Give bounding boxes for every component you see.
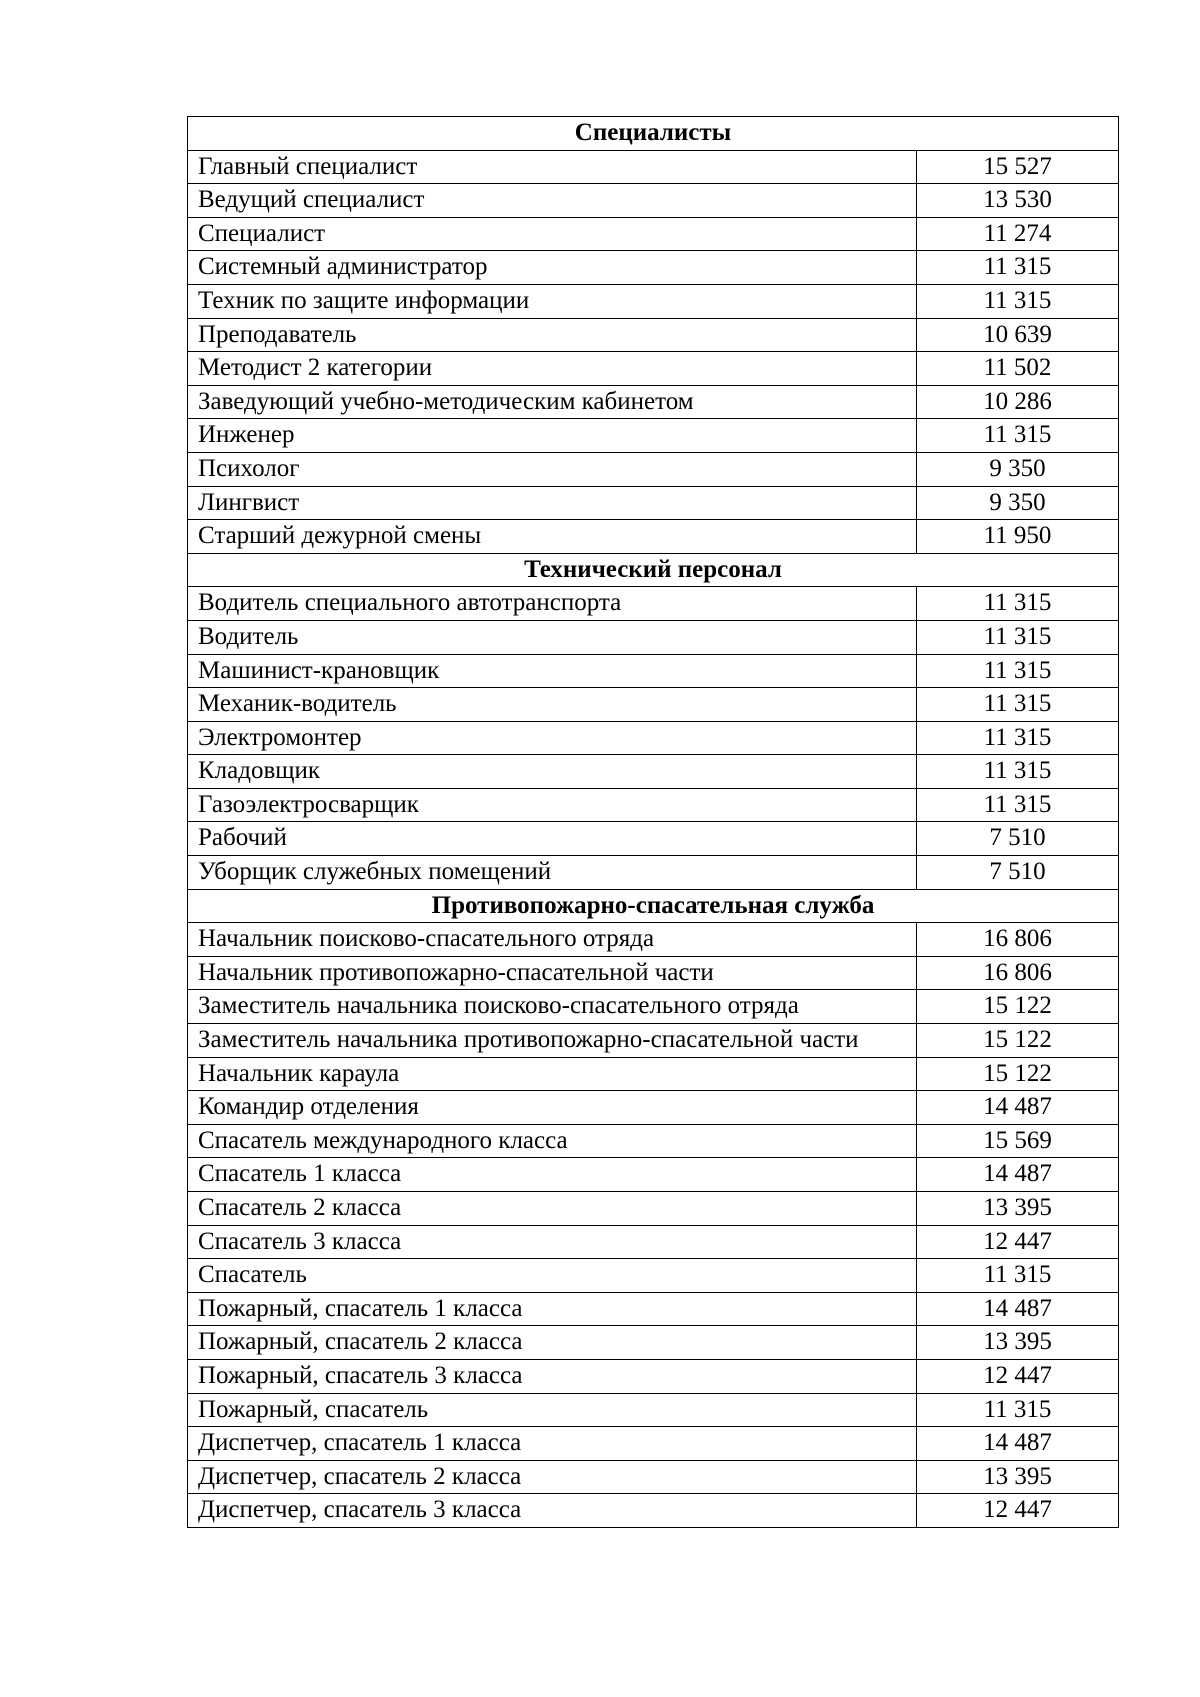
table-row bbox=[188, 1427, 1119, 1461]
table-row bbox=[188, 1259, 1119, 1293]
salary-value: 11 315 bbox=[917, 788, 1119, 822]
salary-value: 11 315 bbox=[917, 755, 1119, 789]
table-row bbox=[188, 956, 1119, 990]
salary-value: 10 639 bbox=[917, 318, 1119, 352]
salary-value: 14 487 bbox=[917, 1427, 1119, 1461]
position-name: Главный специалист bbox=[188, 150, 917, 184]
position-name: Пожарный, спасатель 3 класса bbox=[188, 1359, 917, 1393]
table-row bbox=[188, 1326, 1119, 1360]
salary-value: 11 315 bbox=[917, 620, 1119, 654]
salary-value: 11 315 bbox=[917, 284, 1119, 318]
salary-value: 12 447 bbox=[917, 1494, 1119, 1528]
salary-value: 11 502 bbox=[917, 352, 1119, 386]
table-row bbox=[188, 755, 1119, 789]
position-name: Диспетчер, спасатель 1 класса bbox=[188, 1427, 917, 1461]
position-name: Спасатель 2 класса bbox=[188, 1192, 917, 1226]
position-name: Электромонтер bbox=[188, 721, 917, 755]
position-name: Ведущий специалист bbox=[188, 184, 917, 218]
salary-table bbox=[187, 116, 1119, 1528]
position-name: Специалист bbox=[188, 217, 917, 251]
position-name: Спасатель bbox=[188, 1259, 917, 1293]
position-name: Диспетчер, спасатель 2 класса bbox=[188, 1460, 917, 1494]
position-name: Психолог bbox=[188, 452, 917, 486]
position-name: Машинист-крановщик bbox=[188, 654, 917, 688]
salary-value: 11 315 bbox=[917, 419, 1119, 453]
position-name: Инженер bbox=[188, 419, 917, 453]
table-row bbox=[188, 1460, 1119, 1494]
table-row bbox=[188, 721, 1119, 755]
position-name: Техник по защите информации bbox=[188, 284, 917, 318]
position-name: Спасатель 3 класса bbox=[188, 1225, 917, 1259]
salary-value: 15 122 bbox=[917, 1057, 1119, 1091]
table-row bbox=[188, 1024, 1119, 1058]
salary-value: 11 274 bbox=[917, 217, 1119, 251]
position-name: Заведующий учебно-методическим кабинетом bbox=[188, 385, 917, 419]
salary-value: 11 950 bbox=[917, 520, 1119, 554]
position-name: Спасатель 1 класса bbox=[188, 1158, 917, 1192]
table-row bbox=[188, 352, 1119, 386]
salary-value: 7 510 bbox=[917, 822, 1119, 856]
table-row bbox=[188, 150, 1119, 184]
salary-value: 13 395 bbox=[917, 1460, 1119, 1494]
salary-value: 16 806 bbox=[917, 923, 1119, 957]
position-name: Начальник поисково-спасательного отряда bbox=[188, 923, 917, 957]
table-row bbox=[188, 486, 1119, 520]
position-name: Диспетчер, спасатель 3 класса bbox=[188, 1494, 917, 1528]
salary-value: 15 527 bbox=[917, 150, 1119, 184]
salary-value: 9 350 bbox=[917, 486, 1119, 520]
position-name: Методист 2 категории bbox=[188, 352, 917, 386]
table-row bbox=[188, 1292, 1119, 1326]
salary-value: 11 315 bbox=[917, 251, 1119, 285]
position-name: Газоэлектросварщик bbox=[188, 788, 917, 822]
table-row bbox=[188, 1393, 1119, 1427]
position-name: Заместитель начальника противопожарно-спасательной части bbox=[188, 1024, 917, 1058]
table-row bbox=[188, 419, 1119, 453]
position-name: Начальник караула bbox=[188, 1057, 917, 1091]
position-name: Водитель специального автотранспорта bbox=[188, 587, 917, 621]
section-title: Технический персонал bbox=[188, 553, 1119, 587]
salary-value: 10 286 bbox=[917, 385, 1119, 419]
table-row bbox=[188, 923, 1119, 957]
table-row bbox=[188, 587, 1119, 621]
salary-value: 13 530 bbox=[917, 184, 1119, 218]
position-name: Лингвист bbox=[188, 486, 917, 520]
table-row bbox=[188, 217, 1119, 251]
salary-value: 12 447 bbox=[917, 1225, 1119, 1259]
salary-value: 14 487 bbox=[917, 1292, 1119, 1326]
salary-value: 12 447 bbox=[917, 1359, 1119, 1393]
salary-value: 14 487 bbox=[917, 1091, 1119, 1125]
section-header-row bbox=[188, 117, 1119, 151]
table-row bbox=[188, 385, 1119, 419]
position-name: Пожарный, спасатель 1 класса bbox=[188, 1292, 917, 1326]
position-name: Пожарный, спасатель bbox=[188, 1393, 917, 1427]
table-row bbox=[188, 1225, 1119, 1259]
position-name: Командир отделения bbox=[188, 1091, 917, 1125]
table-row bbox=[188, 1359, 1119, 1393]
position-name: Преподаватель bbox=[188, 318, 917, 352]
table-row bbox=[188, 1494, 1119, 1528]
table-row bbox=[188, 452, 1119, 486]
salary-value: 14 487 bbox=[917, 1158, 1119, 1192]
salary-value: 11 315 bbox=[917, 654, 1119, 688]
salary-value: 11 315 bbox=[917, 688, 1119, 722]
salary-value: 13 395 bbox=[917, 1192, 1119, 1226]
position-name: Рабочий bbox=[188, 822, 917, 856]
table-row bbox=[188, 1091, 1119, 1125]
table-row bbox=[188, 822, 1119, 856]
table-row bbox=[188, 1057, 1119, 1091]
position-name: Пожарный, спасатель 2 класса bbox=[188, 1326, 917, 1360]
salary-table-body bbox=[188, 117, 1119, 1528]
table-row bbox=[188, 990, 1119, 1024]
salary-value: 15 569 bbox=[917, 1124, 1119, 1158]
position-name: Водитель bbox=[188, 620, 917, 654]
table-row bbox=[188, 654, 1119, 688]
section-header-row bbox=[188, 553, 1119, 587]
table-row bbox=[188, 788, 1119, 822]
salary-value: 15 122 bbox=[917, 1024, 1119, 1058]
position-name: Спасатель международного класса bbox=[188, 1124, 917, 1158]
section-title: Противопожарно-спасательная служба bbox=[188, 889, 1119, 923]
salary-value: 11 315 bbox=[917, 587, 1119, 621]
table-row bbox=[188, 284, 1119, 318]
table-row bbox=[188, 318, 1119, 352]
salary-value: 7 510 bbox=[917, 856, 1119, 890]
salary-value: 9 350 bbox=[917, 452, 1119, 486]
section-header-row bbox=[188, 889, 1119, 923]
salary-value: 11 315 bbox=[917, 1259, 1119, 1293]
table-row bbox=[188, 688, 1119, 722]
position-name: Заместитель начальника поисково-спасательного отряда bbox=[188, 990, 917, 1024]
section-title: Специалисты bbox=[188, 117, 1119, 151]
position-name: Системный администратор bbox=[188, 251, 917, 285]
salary-value: 15 122 bbox=[917, 990, 1119, 1024]
table-row bbox=[188, 251, 1119, 285]
position-name: Уборщик служебных помещений bbox=[188, 856, 917, 890]
salary-value: 13 395 bbox=[917, 1326, 1119, 1360]
table-row bbox=[188, 620, 1119, 654]
table-row bbox=[188, 520, 1119, 554]
table-row bbox=[188, 1158, 1119, 1192]
position-name: Старший дежурной смены bbox=[188, 520, 917, 554]
salary-value: 16 806 bbox=[917, 956, 1119, 990]
table-row bbox=[188, 1192, 1119, 1226]
table-row bbox=[188, 856, 1119, 890]
position-name: Механик-водитель bbox=[188, 688, 917, 722]
position-name: Начальник противопожарно-спасательной части bbox=[188, 956, 917, 990]
table-row bbox=[188, 184, 1119, 218]
table-row bbox=[188, 1124, 1119, 1158]
position-name: Кладовщик bbox=[188, 755, 917, 789]
salary-value: 11 315 bbox=[917, 1393, 1119, 1427]
salary-value: 11 315 bbox=[917, 721, 1119, 755]
